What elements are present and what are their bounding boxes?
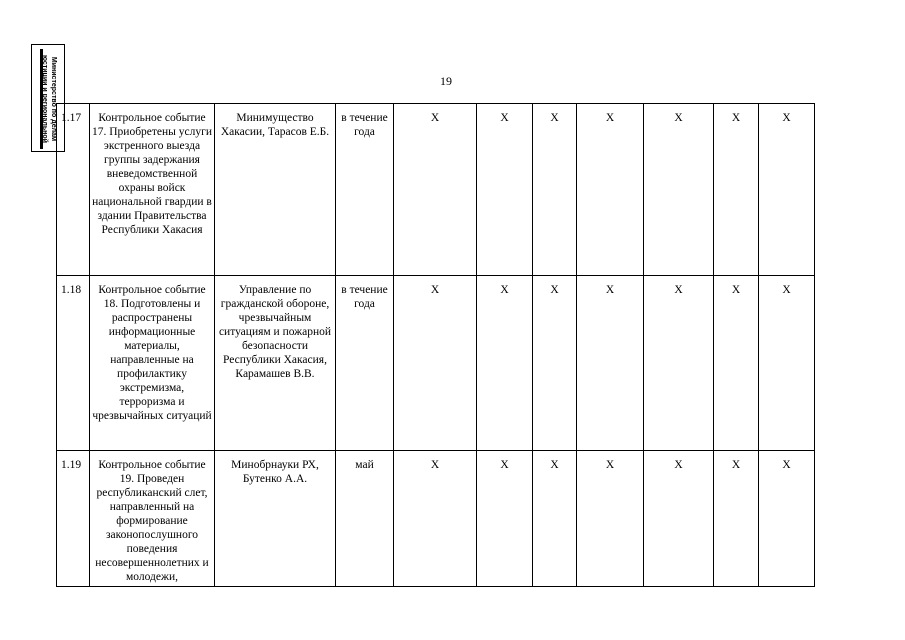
mark-cell: X: [394, 451, 477, 587]
event-cell: Контрольное событие 17. Приобретены услуги экстренного выезда группы задержания вневедомственной охраны войск национальной гвардии в здании Правительства Республики Хакасия: [90, 104, 215, 276]
mark-cell: X: [714, 451, 759, 587]
mark-cell: X: [533, 104, 577, 276]
responsible-cell: Управление по гражданской обороне, чрезвычайным ситуациям и пожарной безопасности Республики Хакасия, Карамашев В.В.: [215, 276, 336, 451]
period-cell: в течение года: [336, 104, 394, 276]
mark-cell: X: [644, 104, 714, 276]
mark-cell: X: [759, 451, 815, 587]
stamp-line-1: Министерство по делам: [50, 56, 57, 142]
mark-cell: X: [477, 104, 533, 276]
stamp-line-2: юстиции и региональной: [41, 55, 48, 143]
responsible-cell: Минобрнауки РХ, Бутенко А.А.: [215, 451, 336, 587]
plan-table: [56, 103, 815, 587]
table-row: [57, 104, 815, 276]
mark-cell: X: [394, 276, 477, 451]
row-number: 1.17: [57, 104, 90, 276]
mark-cell: X: [644, 451, 714, 587]
mark-cell: X: [533, 451, 577, 587]
mark-cell: X: [714, 104, 759, 276]
row-number: 1.18: [57, 276, 90, 451]
event-cell: Контрольное событие 18. Подготовлены и распространены информационные материалы, направленные на профилактику экстремизма, терроризма и чрезвычайных ситуаций: [90, 276, 215, 451]
mark-cell: X: [714, 276, 759, 451]
event-cell: Контрольное событие 19. Проведен республиканский слет, направленный на формирование законопослушного поведения несовершеннолетних и молодежи,: [90, 451, 215, 587]
mark-cell: X: [644, 276, 714, 451]
page-number: 19: [440, 74, 452, 88]
mark-cell: X: [759, 276, 815, 451]
mark-cell: X: [759, 104, 815, 276]
mark-cell: X: [577, 276, 644, 451]
table-row: [57, 451, 815, 587]
mark-cell: X: [477, 451, 533, 587]
mark-cell: X: [577, 104, 644, 276]
mark-cell: X: [577, 451, 644, 587]
period-cell: в течение года: [336, 276, 394, 451]
mark-cell: X: [533, 276, 577, 451]
row-number: 1.19: [57, 451, 90, 587]
period-cell: май: [336, 451, 394, 587]
table-row: [57, 276, 815, 451]
responsible-cell: Минимущество Хакасии, Тарасов Е.Б.: [215, 104, 336, 276]
mark-cell: X: [477, 276, 533, 451]
mark-cell: X: [394, 104, 477, 276]
